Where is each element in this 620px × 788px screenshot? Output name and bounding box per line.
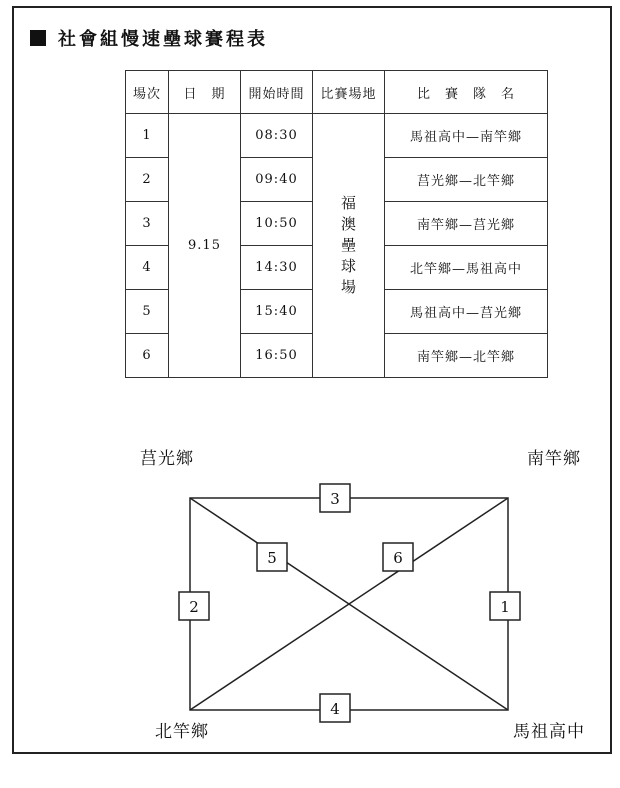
teams-cell: 南竿鄉—莒光鄉 (385, 202, 548, 246)
time-cell: 08:30 (241, 114, 313, 158)
header-start-time: 開始時間 (241, 71, 313, 114)
game-label-top: 3 (330, 490, 340, 508)
teams-cell: 馬祖高中—莒光鄉 (385, 290, 548, 334)
time-cell: 14:30 (241, 246, 313, 290)
date-cell: 9.15 (169, 114, 241, 378)
game-no-cell: 2 (126, 158, 169, 202)
title-text: 社會組慢速壘球賽程表 (58, 29, 268, 50)
teams-cell: 莒光鄉—北竿鄉 (385, 158, 548, 202)
venue-text: 福澳壘球場 (340, 194, 356, 296)
header-game-no: 場次 (126, 71, 169, 114)
game-no-cell: 1 (126, 114, 169, 158)
game-label-bottom: 4 (330, 700, 340, 718)
time-cell: 15:40 (241, 290, 313, 334)
game-no-cell: 4 (126, 246, 169, 290)
teams-cell: 南竿鄉—北竿鄉 (385, 334, 548, 378)
time-cell: 16:50 (241, 334, 313, 378)
game-label-diag-b: 6 (393, 549, 403, 567)
time-cell: 09:40 (241, 158, 313, 202)
game-label-right: 1 (500, 598, 510, 616)
team-label-bottom-right: 馬祖高中 (513, 722, 585, 742)
game-label-diag-a: 5 (267, 549, 277, 567)
game-label-left: 2 (189, 598, 199, 616)
team-label-top-left: 莒光鄉 (140, 449, 194, 469)
game-no-cell: 6 (126, 334, 169, 378)
team-label-bottom-left: 北竿鄉 (155, 722, 209, 742)
time-cell: 10:50 (241, 202, 313, 246)
header-date: 日 期 (169, 71, 241, 114)
teams-cell: 馬祖高中—南竿鄉 (385, 114, 548, 158)
game-no-cell: 5 (126, 290, 169, 334)
game-no-cell: 3 (126, 202, 169, 246)
team-label-top-right: 南竿鄉 (527, 449, 581, 469)
header-teams: 比 賽 隊 名 (385, 71, 548, 114)
header-venue: 比賽場地 (313, 71, 385, 114)
teams-cell: 北竿鄉—馬祖高中 (385, 246, 548, 290)
